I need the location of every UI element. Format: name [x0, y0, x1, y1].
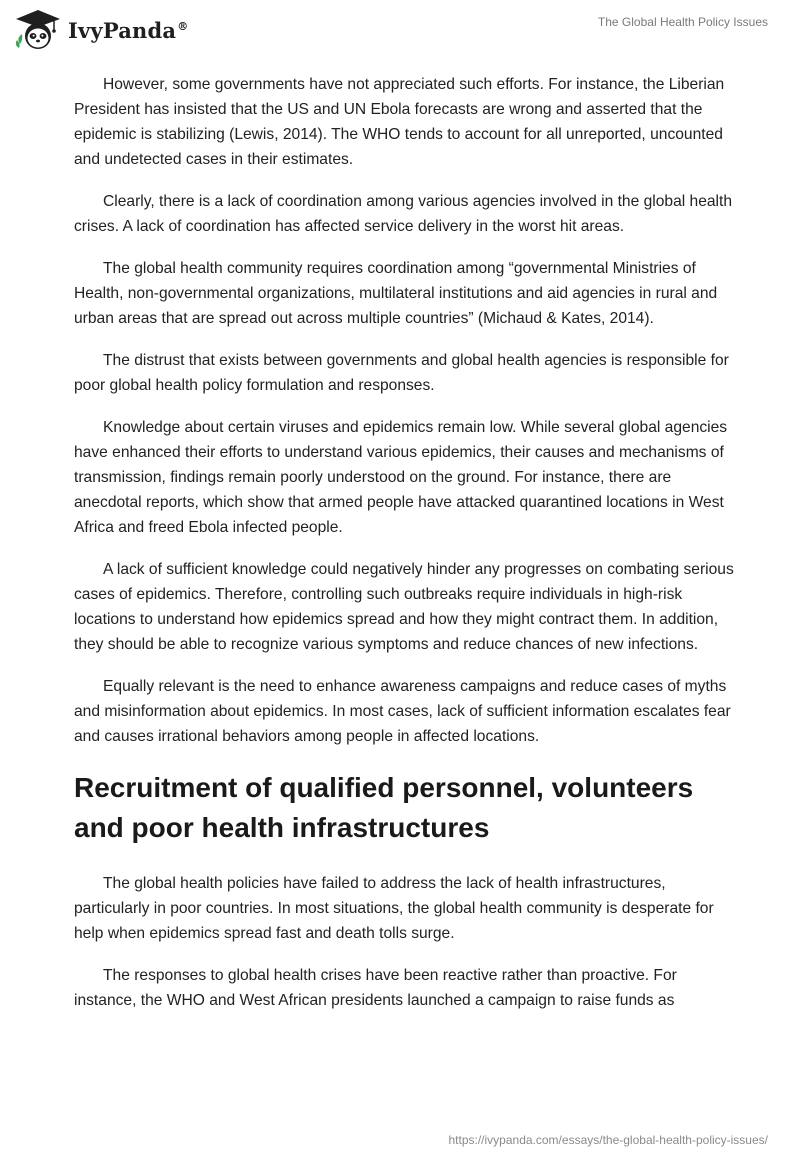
paragraph: The global health policies have failed to address the lack of health infrastructures, particularly in poor countries. In most situations, the global health community is desperate for help when epidemics spread fast and death tolls surge. — [74, 875, 714, 942]
essay-body — [74, 72, 734, 1030]
page-header — [0, 0, 800, 60]
paragraph: The responses to global health crises have been reactive rather than proactive. For instance, the WHO and West African presidents launched a campaign to raise funds as — [74, 967, 677, 1009]
paragraph: Equally relevant is the need to enhance awareness campaigns and reduce cases of myths and misinformation about epidemics. In most cases, lack of sufficient information escalates fear and causes irrational behaviors among people in affected locations. — [74, 678, 731, 745]
paragraph: The distrust that exists between governments and global health agencies is responsible for poor global health policy formulation and responses. — [74, 352, 729, 394]
logo-wordmark: IvyPanda® — [68, 17, 189, 43]
paragraph: Knowledge about certain viruses and epidemics remain low. While several global agencies have enhanced their efforts to understand various epidemics, their causes and mechanisms of transmission, findings remain poorly understood on the ground. For instance, there are anecdotal reports, which show that armed people have attacked quarantined locations in West Africa and freed Ebola infected people. — [74, 419, 728, 536]
paragraph: Clearly, there is a lack of coordination among various agencies involved in the global health crises. A lack of coordination has affected service delivery in the worst hit areas. — [74, 193, 733, 235]
section-heading: Recruitment of qualified personnel, volunteers and poor health infrastructures — [74, 772, 694, 843]
paragraph: However, some governments have not appreciated such efforts. For instance, the Liberian President has insisted that the US and UN Ebola forecasts are wrong and asserted that the epidemic is stabilizing (Lewis, 2014). The WHO tends to account for all unreported, uncounted and undetected cases in their estimates. — [74, 76, 725, 168]
panda-graduation-icon — [14, 8, 62, 52]
paragraph: The global health community requires coordination among “governmental Ministries of Health, non-governmental organizations, multilateral institutions and aid agencies in rural and urban areas that are spread out across multiple countries” (Michaud & Kates, 2014). — [74, 260, 718, 327]
ivypanda-logo[interactable] — [14, 8, 188, 52]
paragraph: A lack of sufficient knowledge could negatively hinder any progresses on combating serious cases of epidemics. Therefore, controlling such outbreaks require individuals in high-risk locations to understand how epidemics spread and how they might contract them. In addition, they should be able to recognize various symptoms and reduce chances of new infections. — [74, 561, 734, 653]
source-url[interactable]: https://ivypanda.com/essays/the-global-health-policy-issues/ — [448, 1133, 768, 1147]
document-title: The Global Health Policy Issues — [597, 15, 768, 29]
